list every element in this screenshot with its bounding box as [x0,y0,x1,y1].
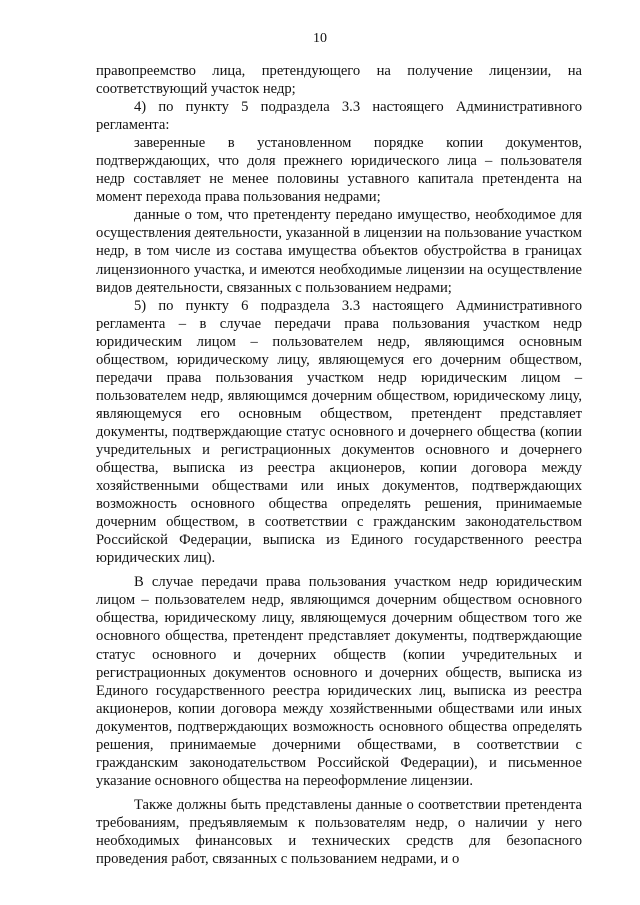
paragraph-7: Также должны быть представлены данные о соответствии претендента требованиям, предъявляемым к пользователям недр, о наличии у него необходимых финансовых и технических средств для безопасного проведения работ, связанных с пользованием недрами, и о [96,796,582,868]
paragraph-4: данные о том, что претенденту передано имущество, необходимое для осуществления деятельности, указанной в лицензии на пользование участком недр, в том числе из состава имущества объектов обустройства в границах лицензионного участка, и имеются необходимые лицензии на осуществление видов деятельности, связанных с пользованием недрами; [96,207,582,296]
paragraph-3: заверенные в установленном порядке копии документов, подтверждающих, что доля прежнего юридического лица – пользователя недр составляет не менее половины уставного капитала претендента на момент перехода права пользования недрами; [96,135,582,206]
paragraph-2: 4) по пункту 5 подраздела 3.3 настоящего Административного регламента: [96,99,582,134]
page-number: 10 [313,31,327,46]
document-body [96,62,582,868]
paragraph-6: В случае передачи права пользования участком недр юридическим лицом – пользователем недр, являющимся дочерним обществом основного общества, юридическому лицу, являющемуся дочерним обществом того же основного общества, претендент представляет документы, подтверждающие статус основного и дочерних обществ (копии учредительных и регистрационных документов основного и дочерних обществ, выписка из Единого государственного реестра юридических лиц, выписка из реестра акционеров, копии договора между хозяйственными обществами или иных документов, подтверждающих возможность основного общества определять решения, принимаемые дочерними обществами, в соответствии с гражданским законодательством Российской Федерации), и письменное указание основного общества на переоформление лицензии. [96,574,582,789]
paragraph-5: 5) по пункту 6 подраздела 3.3 настоящего Административного регламента – в случае передачи права пользования участком недр юридическим лицом – пользователем недр, являющимся основным обществом, юридическому лицу, являющемуся его дочерним обществом, передачи права пользования участком недр юридическим лицом – пользователем недр, являющимся дочерним обществом, юридическому лицу, являющемуся его основным обществом, претендент представляет документы, подтверждающие статус основного и дочернего общества (копии учредительных и регистрационных документов основного и дочернего общества, выписка из реестра акционеров, копии договора между хозяйственными обществами или иных документов, подтверждающих возможность основного общества определять решения, принимаемые дочерним обществом, в соответствии с гражданским законодательством Российской Федерации, выписка из Единого государственного реестра юридических лиц). [96,297,582,567]
paragraph-1: правопреемство лица, претендующего на получение лицензии, на соответствующий участок недр; [96,63,582,98]
